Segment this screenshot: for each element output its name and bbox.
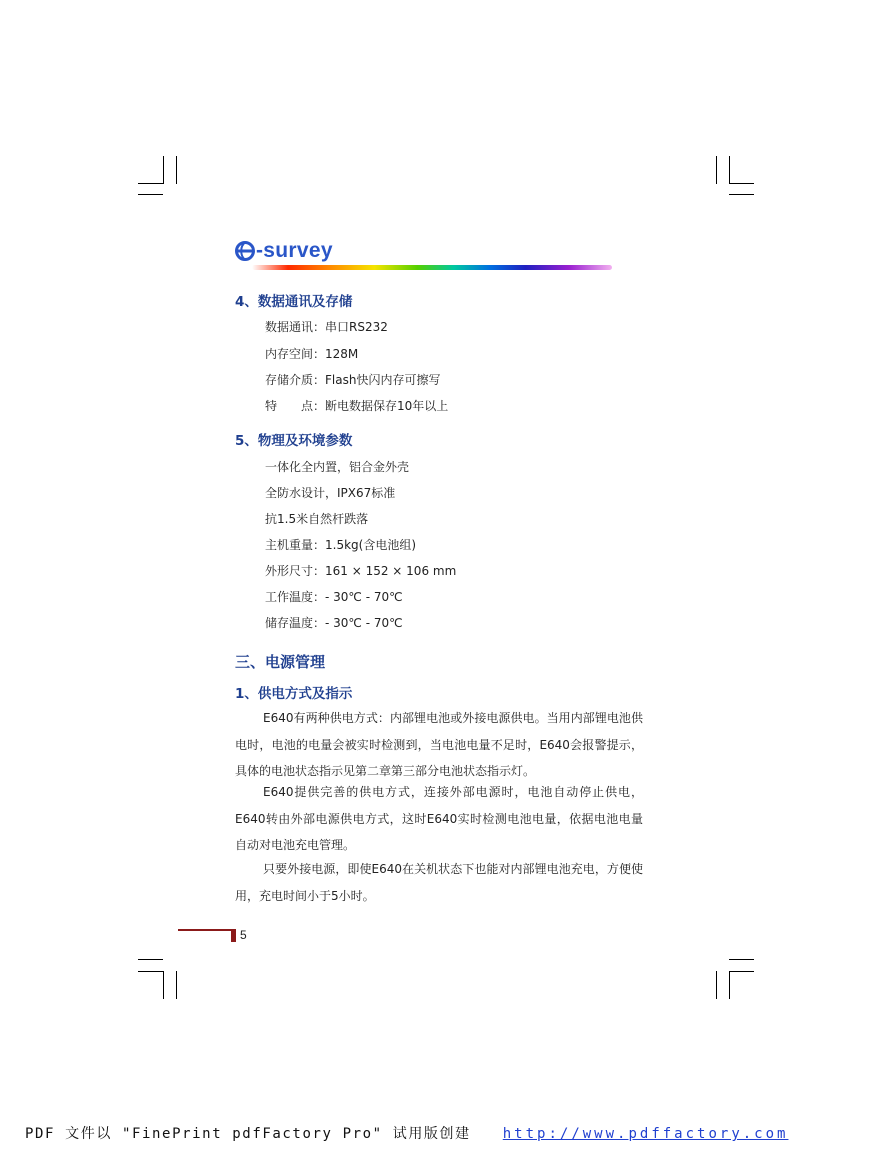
spec-item: 工作温度：- 30℃ - 70℃ [265, 590, 403, 604]
spec-item: 抗1.5米自然杆跌落 [265, 512, 369, 526]
page-number-marker [231, 929, 236, 942]
pdf-footer [25, 1123, 788, 1143]
section-heading-data-storage: 4、数据通讯及存储 [235, 294, 353, 310]
spec-item: 外形尺寸：161 × 152 × 106 mm [265, 564, 457, 578]
e-survey-logo [234, 238, 333, 264]
page-number: 5 [240, 928, 247, 942]
section-heading-power-supply: 1、供电方式及指示 [235, 686, 353, 702]
footer-text: PDF 文件以 "FinePrint pdfFactory Pro" 试用版创建 [25, 1126, 471, 1142]
chapter-heading-power: 三、电源管理 [235, 653, 326, 671]
body-paragraph: E640提供完善的供电方式，连接外部电源时，电池自动停止供电，E640转由外部电源供电方式，这时E640实时检测电池电量，依据电池电量自动对电池充电管理。 [235, 785, 643, 852]
spec-item: 储存温度：- 30℃ - 70℃ [265, 616, 403, 630]
page-number-rule [178, 929, 231, 931]
spec-item: 全防水设计，IPX67标准 [265, 486, 396, 500]
spec-item: 主机重量：1.5kg(含电池组) [265, 538, 417, 552]
logo-text: -survey [256, 239, 333, 262]
spec-item: 存储介质：Flash快闪内存可擦写 [265, 373, 441, 387]
spec-item: 一体化全内置，铝合金外壳 [265, 460, 410, 474]
e-globe-icon [234, 240, 256, 262]
section-heading-physical-env: 5、物理及环境参数 [235, 433, 353, 449]
footer-link[interactable]: http://www.pdffactory.com [502, 1126, 789, 1142]
spec-item: 特 点：断电数据保存10年以上 [265, 399, 449, 413]
rainbow-rule [252, 265, 612, 270]
spec-item: 内存空间：128M [265, 347, 359, 361]
spec-item: 数据通讯：串口RS232 [265, 320, 388, 334]
body-paragraph: 只要外接电源，即使E640在关机状态下也能对内部锂电池充电，方便使用，充电时间小于5小时。 [235, 862, 643, 903]
body-paragraph: E640有两种供电方式：内部锂电池或外接电源供电。当用内部锂电池供电时，电池的电量会被实时检测到，当电池电量不足时，E640会报警提示，具体的电池状态指示见第二章第三部分电池状态指示灯。 [235, 711, 643, 778]
